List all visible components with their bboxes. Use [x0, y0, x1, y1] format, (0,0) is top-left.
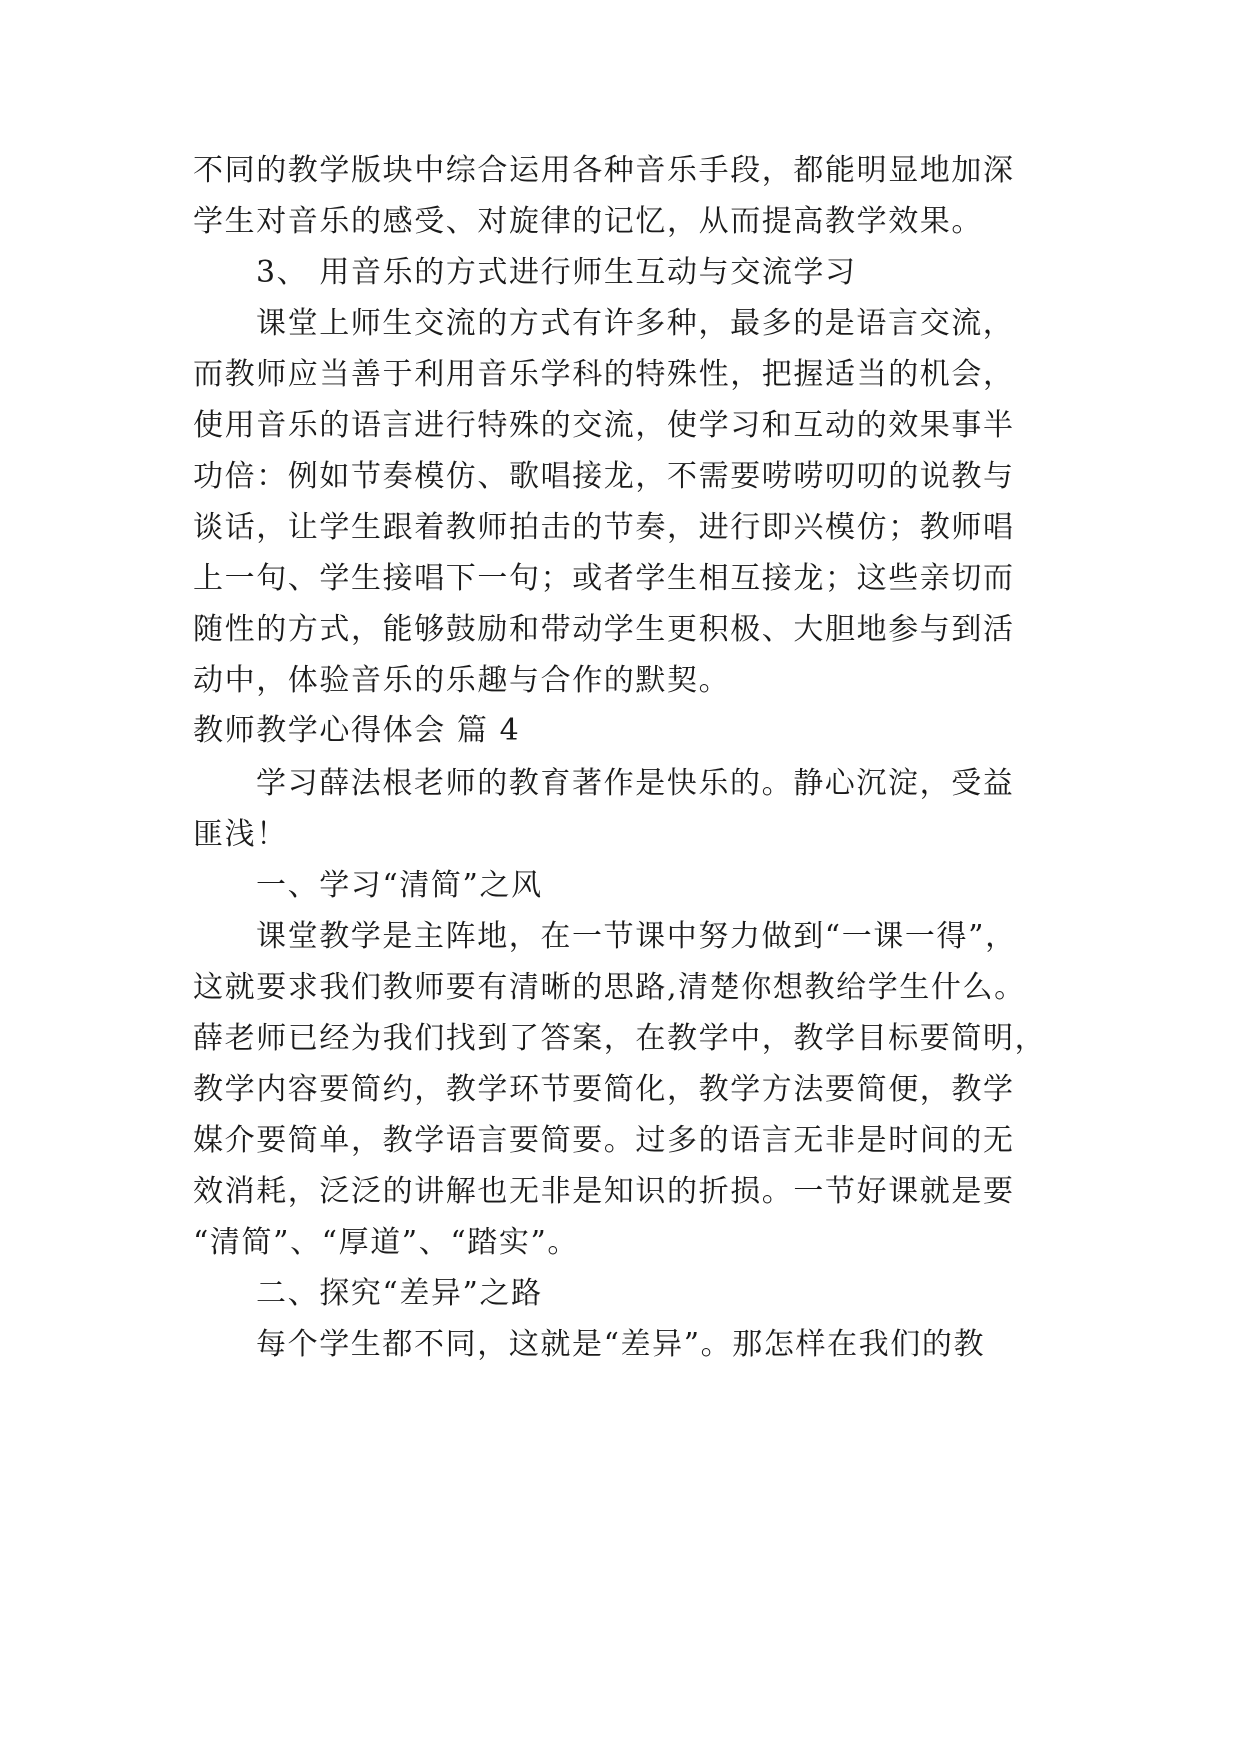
- body-line: 匪浅！: [193, 817, 288, 852]
- body-line: 教学内容要简约，教学环节要简化，教学方法要简便，教学: [193, 1072, 1015, 1107]
- section-heading: 3、 用音乐的方式进行师生互动与交流学习: [256, 255, 857, 290]
- body-line: 动中，体验音乐的乐趣与合作的默契。: [193, 663, 731, 698]
- body-line: 课堂教学是主阵地，在一节课中努力做到“一课一得”，: [256, 919, 1017, 954]
- body-line: 学生对音乐的感受、对旋律的记忆，从而提高教学效果。: [193, 204, 983, 239]
- body-line: 薛老师已经为我们找到了答案，在教学中，教学目标要简明，: [193, 1021, 1047, 1056]
- body-line: 随性的方式，能够鼓励和带动学生更积极、大胆地参与到活: [193, 612, 1015, 647]
- body-line: 上一句、学生接唱下一句；或者学生相互接龙；这些亲切而: [193, 561, 1015, 596]
- body-line: 课堂上师生交流的方式有许多种，最多的是语言交流，: [256, 306, 1015, 341]
- body-line: 而教师应当善于利用音乐学科的特殊性，把握适当的机会，: [193, 357, 1015, 392]
- section-heading: 二、探究“差异”之路: [256, 1276, 543, 1311]
- body-line: “清简”、“厚道”、“踏实”。: [193, 1225, 580, 1260]
- body-line: 使用音乐的语言进行特殊的交流，使学习和互动的效果事半: [193, 408, 1015, 443]
- body-line: 每个学生都不同，这就是“差异”。那怎样在我们的教: [256, 1327, 986, 1362]
- article-title: 教师教学心得体会 篇 4: [193, 713, 521, 748]
- body-line: 学习薛法根老师的教育著作是快乐的。静心沉淀，受益: [256, 766, 1015, 801]
- body-line: 谈话，让学生跟着教师拍击的节奏，进行即兴模仿；教师唱: [193, 510, 1015, 545]
- body-line: 效消耗，泛泛的讲解也无非是知识的折损。一节好课就是要: [193, 1174, 1015, 1209]
- body-line: 不同的教学版块中综合运用各种音乐手段，都能明显地加深: [193, 153, 1015, 188]
- body-line: 功倍：例如节奏模仿、歌唱接龙，不需要唠唠叨叨的说教与: [193, 459, 1015, 494]
- section-heading: 一、学习“清简”之风: [256, 868, 543, 903]
- body-line: 这就要求我们教师要有清晰的思路,清楚你想教给学生什么。: [193, 970, 1026, 1005]
- body-line: 媒介要简单，教学语言要简要。过多的语言无非是时间的无: [193, 1123, 1015, 1158]
